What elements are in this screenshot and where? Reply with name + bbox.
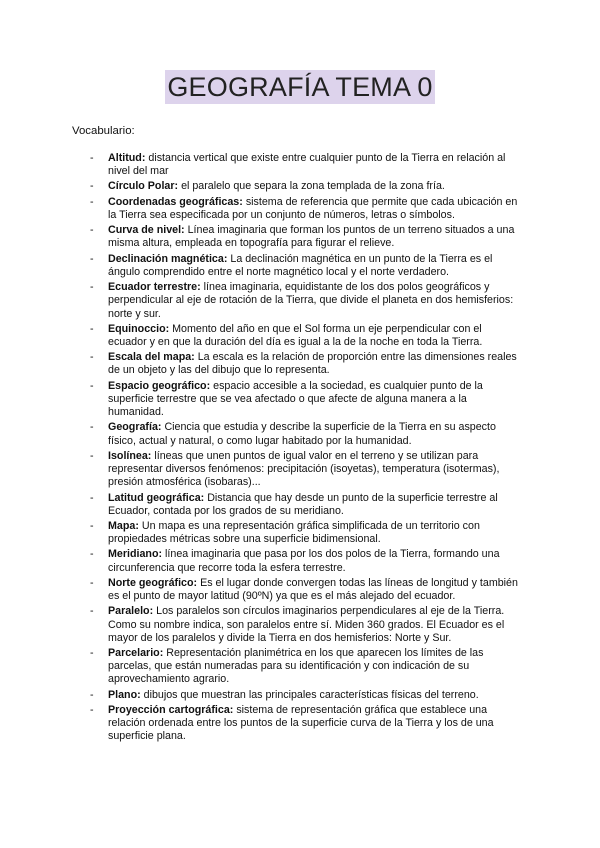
- bullet-dash: -: [90, 491, 94, 504]
- vocabulary-term: Curva de nivel:: [108, 224, 185, 237]
- vocabulary-item: [0, 577, 520, 603]
- vocabulary-term: Ecuador terrestre:: [108, 281, 201, 294]
- vocabulary-term: Latitud geográfica:: [108, 491, 205, 504]
- bullet-dash: -: [90, 322, 94, 335]
- vocabulary-term: Paralelo:: [108, 605, 154, 618]
- vocabulary-item: [0, 605, 520, 644]
- bullet-dash: -: [90, 195, 94, 208]
- vocabulary-term: Meridiano:: [108, 548, 163, 561]
- vocabulary-item: [0, 421, 520, 447]
- vocabulary-definition: Los paralelos son círculos imaginarios perpendiculares al eje de la Tierra. Como su nombre indica, son paralelos entre sí. Miden 360 grados. El Ecuador es el mayor de los paralelos y divide la Tierra en dos hemisferios: Norte y Sur.: [108, 605, 505, 644]
- vocabulary-definition: distancia vertical que existe entre cualquier punto de la Tierra en relación al nivel del mar: [108, 152, 506, 178]
- vocabulary-list: [0, 152, 600, 746]
- bullet-dash: -: [90, 379, 94, 392]
- bullet-dash: -: [90, 647, 94, 660]
- vocabulary-term: Declinación magnética:: [108, 252, 228, 265]
- bullet-dash: -: [90, 548, 94, 561]
- bullet-dash: -: [90, 421, 94, 434]
- vocabulary-term: Escala del mapa:: [108, 351, 195, 364]
- vocabulary-term: Plano:: [108, 688, 141, 701]
- vocabulary-term: Parcelario:: [108, 647, 164, 660]
- bullet-dash: -: [90, 449, 94, 462]
- vocabulary-definition: línea imaginaria que pasa por los dos polos de la Tierra, formando una circunferencia que recorre toda la esfera terrestre.: [108, 548, 500, 574]
- vocabulary-term: Altitud:: [108, 152, 146, 164]
- vocabulary-definition: Momento del año en que el Sol forma un eje perpendicular con el ecuador y en que la duración del día es igual a la de la noche en toda la Tierra.: [108, 322, 483, 348]
- vocabulary-definition: sistema de representación gráfica que establece una relación ordenada entre los puntos de la superficie curva de la Tierra y los de una superficie plana.: [108, 704, 494, 743]
- vocabulary-item: [0, 196, 520, 222]
- page-title: GEOGRAFÍA TEMA 0: [167, 72, 433, 102]
- bullet-dash: -: [90, 605, 94, 618]
- vocabulary-term: Espacio geográfico:: [108, 379, 211, 392]
- vocabulary-term: Círculo Polar:: [108, 180, 179, 193]
- vocabulary-item: [0, 647, 520, 686]
- vocabulary-item: [0, 281, 520, 320]
- vocabulary-term: Mapa:: [108, 520, 139, 532]
- vocabulary-item: [0, 152, 520, 178]
- bullet-dash: -: [90, 351, 94, 364]
- vocabulary-definition: La escala es la relación de proporción entre las dimensiones reales de un objeto y las del dibujo que lo representa.: [108, 351, 517, 377]
- vocabulary-item: [0, 380, 520, 419]
- bullet-dash: -: [90, 704, 94, 716]
- vocabulary-term: Isolínea:: [108, 449, 152, 462]
- vocabulary-definition: Representación planimétrica en los que aparecen los límites de las parcelas, que están numeradas para su identificación y con indicación de su aprovechamiento agrario.: [108, 647, 484, 686]
- vocabulary-term: Coordenadas geográficas:: [108, 195, 243, 208]
- vocabulary-item: [0, 689, 520, 702]
- bullet-dash: -: [90, 252, 94, 265]
- vocabulary-definition: dibujos que muestran las principales características físicas del terreno.: [143, 688, 479, 701]
- bullet-dash: -: [90, 520, 94, 532]
- vocabulary-item: [0, 450, 520, 489]
- vocabulary-definition: Línea imaginaria que forman los puntos de un terreno situados a una misma altura, empleada en topografía para figurar el relieve.: [108, 224, 515, 250]
- vocabulary-item: [0, 520, 520, 546]
- vocabulary-definition: sistema de referencia que permite que cada ubicación en la Tierra sea especificada por un conjunto de números, letras o símbolos.: [108, 195, 518, 221]
- vocabulary-item: [0, 548, 520, 574]
- vocabulary-definition: Es el lugar donde convergen todas las líneas de longitud y también es el punto de mayor latitud (90ºN) ya que es el más alejado del ecuador.: [108, 576, 518, 603]
- bullet-dash: -: [90, 281, 94, 294]
- vocabulary-item: [0, 224, 520, 250]
- vocabulary-term: Geografía:: [108, 421, 162, 434]
- bullet-dash: -: [90, 688, 94, 701]
- vocabulary-definition: espacio accesible a la sociedad, es cualquier punto de la superficie terrestre que se vea afectado o que afecte de alguna manera a la humanidad.: [108, 379, 483, 419]
- vocabulary-label: Vocabulario:: [72, 125, 135, 137]
- vocabulary-definition: La declinación magnética en un punto de la Tierra es el ángulo comprendido entre el norte magnético local y el norte verdadero.: [108, 252, 493, 278]
- bullet-dash: -: [90, 576, 94, 589]
- vocabulary-item: [0, 323, 520, 349]
- vocabulary-definition: el paralelo que separa la zona templada de la zona fría.: [181, 180, 445, 193]
- vocabulary-item: [0, 253, 520, 279]
- vocabulary-definition: Ciencia que estudia y describe la superficie de la Tierra en su aspecto físico, actual y natural, o como lugar habitado por la humanidad.: [108, 421, 496, 447]
- vocabulary-term: Norte geográfico:: [108, 576, 198, 589]
- bullet-dash: -: [90, 152, 94, 164]
- bullet-dash: -: [90, 180, 94, 193]
- title-container: [0, 70, 600, 104]
- vocabulary-definition: Distancia que hay desde un punto de la superficie terrestre al Ecuador, contada por los grados de su meridiano.: [108, 491, 498, 517]
- vocabulary-item: [0, 492, 520, 518]
- vocabulary-item: [0, 180, 520, 193]
- vocabulary-term: Equinoccio:: [108, 322, 170, 335]
- vocabulary-definition: línea imaginaria, equidistante de los dos polos geográficos y perpendicular al eje de rotación de la Tierra, que divide el planeta en dos hemisferios: norte y sur.: [108, 281, 514, 320]
- vocabulary-term: Proyección cartográfica:: [108, 704, 234, 716]
- vocabulary-definition: Un mapa es una representación gráfica simplificada de un territorio con propiedades métricas sobre una superficie bidimensional.: [108, 520, 480, 546]
- vocabulary-item: [0, 704, 520, 743]
- vocabulary-item: [0, 351, 520, 377]
- vocabulary-definition: líneas que unen puntos de igual valor en el terreno y se utilizan para representar diversos fenómenos: precipitación (isoyetas), temperatura (isotermas), presión atmosférica (isobaras)...: [108, 449, 500, 489]
- bullet-dash: -: [90, 224, 94, 237]
